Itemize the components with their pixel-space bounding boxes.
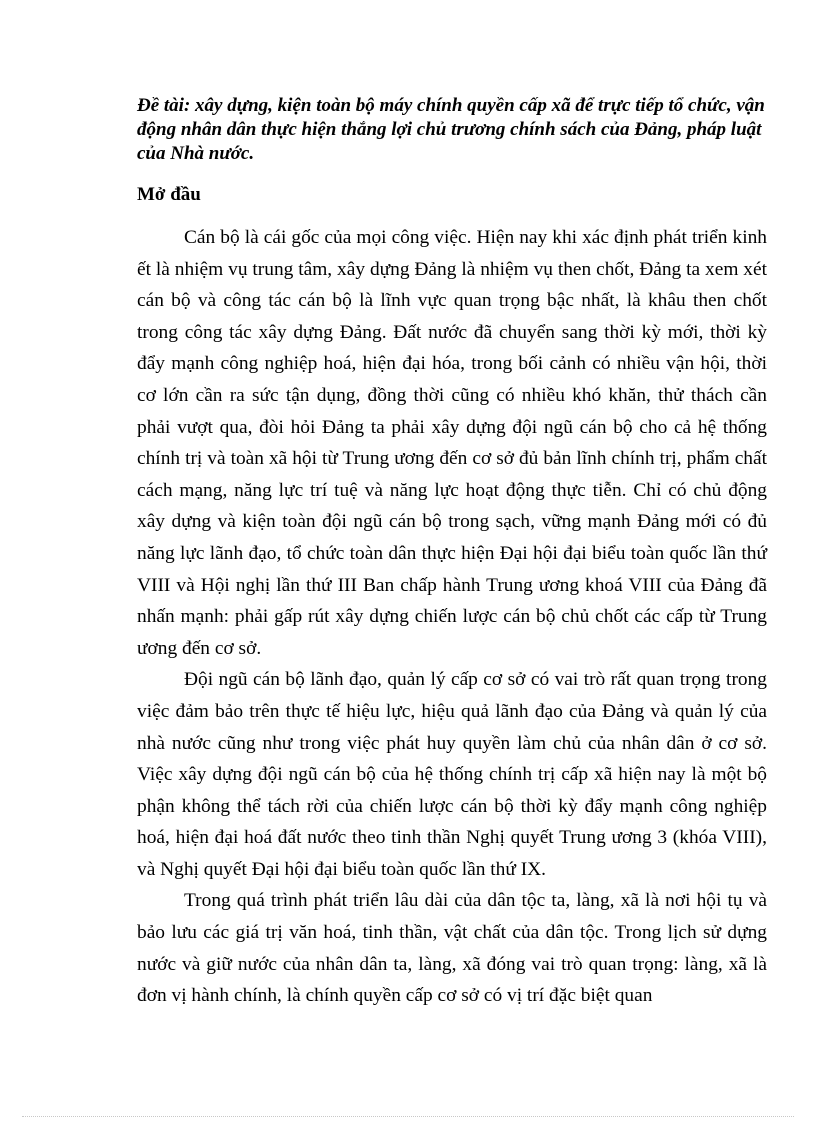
page-footer-divider [22, 1116, 794, 1117]
body-paragraph: Trong quá trình phát triển lâu dài của dân tộc ta, làng, xã là nơi hội tụ và bảo lưu các giá trị văn hoá, tinh thần, vật chất của dân tộc. Trong lịch sử dựng nước và giữ nước của nhân dân ta, làng, xã đóng vai trò quan trọng: làng, xã là đơn vị hành chính, là chính quyền cấp cơ sở có vị trí đặc biệt quan [137, 890, 767, 1007]
document-body [137, 222, 767, 1012]
body-paragraph: Cán bộ là cái gốc của mọi công việc. Hiện nay khi xác định phát triển kinh ết là nhiệm vụ trung tâm, xây dựng Đảng là nhiệm vụ then chốt, Đảng ta xem xét cán bộ và công tác cán bộ là lĩnh vực quan trọng bậc nhất, là khâu then chốt trong công tác xây dựng Đảng. Đất nước đã chuyển sang thời kỳ mới, thời kỳ đẩy mạnh công nghiệp hoá, hiện đại hóa, trong bối cảnh có nhiều vận hội, thời cơ lớn cần ra sức tận dụng, đồng thời cũng có nhiều khó khăn, thử thách cần phải vượt qua, đòi hỏi Đảng ta phải xây dựng đội ngũ cán bộ cho cả hệ thống chính trị và toàn xã hội từ Trung ương đến cơ sở đủ bản lĩnh chính trị, phẩm chất cách mạng, năng lực trí tuệ và năng lực hoạt động thực tiễn. Chỉ có chủ động xây dựng và kiện toàn đội ngũ cán bộ trong sạch, vững mạnh Đảng mới có đủ năng lực lãnh đạo, tổ chức toàn dân thực hiện Đại hội đại biểu toàn quốc lần thứ VIII và Hội nghị lần thứ III Ban chấp hành Trung ương khoá VIII của Đảng đã nhấn mạnh: phải gấp rút xây dựng chiến lược cán bộ chủ chốt các cấp từ Trung ương đến cơ sở. [137, 227, 767, 659]
section-heading: Mở đầu [137, 184, 201, 205]
document-title: Đề tài: xây dựng, kiện toàn bộ máy chính quyền cấp xã để trực tiếp tổ chức, vận động nhân dân thực hiện thắng lợi chủ trương chính sách của Đảng, pháp luật của Nhà nước. [137, 95, 765, 164]
body-paragraph: Đội ngũ cán bộ lãnh đạo, quản lý cấp cơ sở có vai trò rất quan trọng trong việc đảm bảo trên thực tế hiệu lực, hiệu quả lãnh đạo của Đảng và quản lý của nhà nước cũng như trong việc phát huy quyền làm chủ của nhân dân ở cơ sở. Việc xây dựng đội ngũ cán bộ của hệ thống chính trị cấp xã hiện nay là một bộ phận không thể tách rời của chiến lược cán bộ thời kỳ đẩy mạnh công nghiệp hoá, hiện đại hoá đất nước theo tinh thần Nghị quyết Trung ương 3 (khóa VIII), và Nghị quyết Đại hội đại biểu toàn quốc lần thứ IX. [137, 669, 767, 880]
